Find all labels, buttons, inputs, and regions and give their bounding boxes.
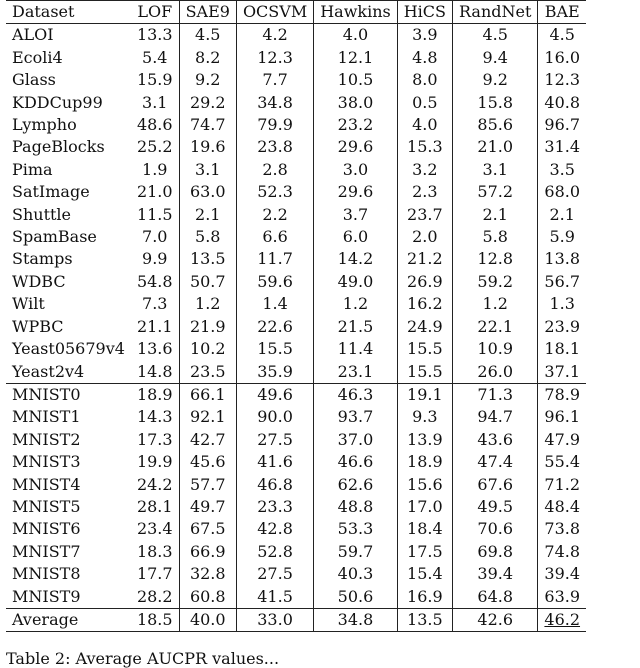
table-row xyxy=(6,474,586,496)
table-row xyxy=(6,136,586,158)
table-row xyxy=(6,248,586,270)
table-row xyxy=(6,518,586,540)
cell-value: 15.5 xyxy=(236,338,313,360)
cell-value-underlined: 46.2 xyxy=(544,609,581,629)
table-caption: Table 2: Average AUCPR values... xyxy=(6,649,280,668)
dataset-name: MNIST9 xyxy=(12,586,81,606)
column-header: RandNet xyxy=(453,1,538,24)
table-row xyxy=(6,181,586,203)
column-header: Hawkins xyxy=(314,1,398,24)
cell-value: 17.0 xyxy=(397,496,452,518)
cell-value: 73.8 xyxy=(538,518,586,540)
dataset-name: Yeast05679v4 xyxy=(12,339,125,359)
cell-value: 1.2 xyxy=(314,293,398,315)
cell-value: 3.2 xyxy=(397,159,452,181)
cell-value: 29.6 xyxy=(314,181,398,203)
cell-value: 59.6 xyxy=(236,271,313,293)
cell-value: 25.2 xyxy=(136,137,173,157)
cell-value: 23.3 xyxy=(236,496,313,518)
cell-value: 1.4 xyxy=(236,293,313,315)
cell-value: 8.2 xyxy=(179,47,236,69)
cell-value: 19.9 xyxy=(136,452,173,472)
cell-value: 18.1 xyxy=(538,338,586,360)
table-row xyxy=(6,541,586,563)
table-row xyxy=(6,406,586,428)
cell-value: 4.2 xyxy=(236,24,313,47)
results-table xyxy=(6,0,586,632)
cell-value: 3.9 xyxy=(397,24,452,47)
cell-value xyxy=(538,608,586,631)
cell-value: 4.0 xyxy=(314,24,398,47)
cell-value: 29.6 xyxy=(314,136,398,158)
dataset-name: MNIST7 xyxy=(12,541,81,561)
cell-value: 18.9 xyxy=(131,383,179,406)
cell-value: 16.2 xyxy=(397,293,452,315)
cell-value: 7.0 xyxy=(142,227,168,247)
cell-value: 2.1 xyxy=(453,204,538,226)
dataset-name: ALOI xyxy=(12,25,54,45)
cell-value: 40.8 xyxy=(538,92,586,114)
cell-value: 27.5 xyxy=(236,563,313,585)
cell-value: 12.3 xyxy=(538,69,586,91)
table-row xyxy=(6,69,586,91)
dataset-name: MNIST2 xyxy=(12,429,81,449)
cell-value: 19.6 xyxy=(179,136,236,158)
cell-value: 42.8 xyxy=(236,518,313,540)
table-row xyxy=(6,114,586,136)
cell-value: 11.4 xyxy=(314,338,398,360)
cell-value: 17.3 xyxy=(136,429,173,449)
cell-value: 21.5 xyxy=(314,316,398,338)
cell-value: 13.5 xyxy=(179,248,236,270)
cell-value: 4.5 xyxy=(453,24,538,47)
cell-value: 26.0 xyxy=(453,361,538,384)
table-row xyxy=(6,204,586,226)
cell-value: 92.1 xyxy=(179,406,236,428)
cell-value: 13.6 xyxy=(136,339,173,359)
cell-value: 55.4 xyxy=(538,451,586,473)
cell-value: 69.8 xyxy=(453,541,538,563)
cell-value: 14.2 xyxy=(314,248,398,270)
cell-value: 9.3 xyxy=(397,406,452,428)
cell-value: 59.2 xyxy=(453,271,538,293)
cell-value: 23.5 xyxy=(179,361,236,384)
table-row xyxy=(6,383,586,406)
dataset-name: WDBC xyxy=(12,271,66,291)
cell-value: 17.7 xyxy=(136,564,173,584)
dataset-name: Shuttle xyxy=(12,204,72,224)
cell-value: 18.3 xyxy=(136,541,173,561)
cell-value: 32.8 xyxy=(179,563,236,585)
cell-value: 2.1 xyxy=(538,204,586,226)
column-header: OCSVM xyxy=(236,1,313,24)
cell-value: 15.6 xyxy=(397,474,452,496)
cell-value: 52.8 xyxy=(236,541,313,563)
cell-value: 3.0 xyxy=(314,159,398,181)
table-row xyxy=(6,159,586,181)
cell-value: 5.9 xyxy=(538,226,586,248)
cell-value: 66.9 xyxy=(179,541,236,563)
cell-value: 28.1 xyxy=(136,496,173,516)
column-header: BAE xyxy=(538,1,586,24)
cell-value: 39.4 xyxy=(538,563,586,585)
column-header: LOF xyxy=(131,1,179,24)
cell-value: 2.2 xyxy=(236,204,313,226)
cell-value: 10.9 xyxy=(453,338,538,360)
cell-value: 3.1 xyxy=(179,159,236,181)
cell-value: 16.0 xyxy=(538,47,586,69)
table-row xyxy=(6,586,586,609)
cell-value: 71.2 xyxy=(538,474,586,496)
dataset-name: Lympho xyxy=(12,115,77,135)
cell-value: 5.4 xyxy=(142,47,168,67)
table-row xyxy=(6,47,586,69)
cell-value: 7.7 xyxy=(236,69,313,91)
cell-value: 60.8 xyxy=(179,586,236,609)
dataset-name: Stamps xyxy=(12,249,73,269)
cell-value: 21.2 xyxy=(397,248,452,270)
dataset-name: SpamBase xyxy=(12,227,97,247)
cell-value: 59.7 xyxy=(314,541,398,563)
cell-value: 17.5 xyxy=(397,541,452,563)
cell-value: 22.6 xyxy=(236,316,313,338)
cell-value: 48.6 xyxy=(136,115,173,135)
cell-value: 48.8 xyxy=(314,496,398,518)
cell-value: 96.1 xyxy=(538,406,586,428)
cell-value: 8.0 xyxy=(397,69,452,91)
cell-value: 27.5 xyxy=(236,429,313,451)
cell-value: 39.4 xyxy=(453,563,538,585)
dataset-name: KDDCup99 xyxy=(12,92,103,112)
cell-value: 7.3 xyxy=(142,294,168,314)
cell-value: 5.8 xyxy=(453,226,538,248)
cell-value: 10.2 xyxy=(179,338,236,360)
cell-value: 3.7 xyxy=(314,204,398,226)
cell-value: 53.3 xyxy=(314,518,398,540)
cell-value: 23.1 xyxy=(314,361,398,384)
cell-value: 1.9 xyxy=(142,159,168,179)
header-row xyxy=(6,1,586,24)
cell-value: 35.9 xyxy=(236,361,313,384)
cell-value: 90.0 xyxy=(236,406,313,428)
cell-value: 45.6 xyxy=(179,451,236,473)
cell-value: 96.7 xyxy=(538,114,586,136)
dataset-name: MNIST4 xyxy=(12,474,81,494)
dataset-name: WPBC xyxy=(12,316,64,336)
cell-value: 78.9 xyxy=(538,383,586,406)
table-row xyxy=(6,429,586,451)
dataset-name: PageBlocks xyxy=(12,137,105,157)
cell-value: 4.0 xyxy=(397,114,452,136)
cell-value: 31.4 xyxy=(538,136,586,158)
cell-value: 74.7 xyxy=(179,114,236,136)
table-row xyxy=(6,608,586,631)
cell-value: 49.5 xyxy=(453,496,538,518)
cell-value: 67.6 xyxy=(453,474,538,496)
dataset-name: Ecoli4 xyxy=(12,47,63,67)
cell-value: 12.8 xyxy=(453,248,538,270)
cell-value: 21.9 xyxy=(179,316,236,338)
cell-value: 1.2 xyxy=(179,293,236,315)
cell-value: 46.3 xyxy=(314,383,398,406)
cell-value: 1.2 xyxy=(453,293,538,315)
cell-value: 11.5 xyxy=(136,204,173,224)
cell-value: 4.5 xyxy=(538,24,586,47)
table-row xyxy=(6,451,586,473)
dataset-name: SatImage xyxy=(12,182,90,202)
table-row xyxy=(6,293,586,315)
dataset-name: MNIST5 xyxy=(12,496,81,516)
cell-value: 38.0 xyxy=(314,92,398,114)
cell-value: 54.8 xyxy=(136,271,173,291)
cell-value: 13.8 xyxy=(538,248,586,270)
cell-value: 50.6 xyxy=(314,586,398,609)
cell-value: 93.7 xyxy=(314,406,398,428)
cell-value: 15.3 xyxy=(397,136,452,158)
cell-value: 46.6 xyxy=(314,451,398,473)
cell-value: 49.0 xyxy=(314,271,398,293)
dataset-name: Wilt xyxy=(12,294,45,314)
cell-value: 41.5 xyxy=(236,586,313,609)
table-row xyxy=(6,316,586,338)
cell-value: 0.5 xyxy=(397,92,452,114)
cell-value: 85.6 xyxy=(453,114,538,136)
cell-value: 23.8 xyxy=(236,136,313,158)
cell-value: 15.4 xyxy=(397,563,452,585)
table-row xyxy=(6,563,586,585)
cell-value: 46.8 xyxy=(236,474,313,496)
cell-value: 1.3 xyxy=(538,293,586,315)
table-row xyxy=(6,271,586,293)
cell-value: 37.1 xyxy=(538,361,586,384)
dataset-name: MNIST6 xyxy=(12,519,81,539)
table-row xyxy=(6,496,586,518)
table-row xyxy=(6,24,586,47)
cell-value: 64.8 xyxy=(453,586,538,609)
column-header: SAE9 xyxy=(179,1,236,24)
cell-value: 3.1 xyxy=(142,92,168,112)
cell-value: 68.0 xyxy=(538,181,586,203)
cell-value: 11.7 xyxy=(236,248,313,270)
cell-value: 18.4 xyxy=(397,518,452,540)
cell-value: 23.7 xyxy=(397,204,452,226)
cell-value: 15.9 xyxy=(136,70,173,90)
cell-value: 49.6 xyxy=(236,383,313,406)
cell-value: 50.7 xyxy=(179,271,236,293)
cell-value: 28.2 xyxy=(136,586,173,606)
cell-value: 13.9 xyxy=(397,429,452,451)
dataset-name: Yeast2v4 xyxy=(12,361,85,381)
cell-value: 21.0 xyxy=(136,182,173,202)
cell-value: 67.5 xyxy=(179,518,236,540)
cell-value: 21.1 xyxy=(136,316,173,336)
cell-value: 43.6 xyxy=(453,429,538,451)
cell-value: 9.2 xyxy=(179,69,236,91)
cell-value: 40.3 xyxy=(314,563,398,585)
cell-value: 4.5 xyxy=(179,24,236,47)
cell-value: 29.2 xyxy=(179,92,236,114)
cell-value: 14.8 xyxy=(136,361,173,381)
cell-value: 70.6 xyxy=(453,518,538,540)
cell-value: 33.0 xyxy=(236,608,313,631)
dataset-name: Pima xyxy=(12,159,53,179)
table-row xyxy=(6,338,586,360)
column-header: HiCS xyxy=(397,1,452,24)
cell-value: 19.1 xyxy=(397,383,452,406)
cell-value: 4.8 xyxy=(397,47,452,69)
cell-value: 18.5 xyxy=(131,608,179,631)
cell-value: 2.8 xyxy=(236,159,313,181)
cell-value: 24.9 xyxy=(397,316,452,338)
cell-value: 2.3 xyxy=(397,181,452,203)
cell-value: 9.2 xyxy=(453,69,538,91)
cell-value: 71.3 xyxy=(453,383,538,406)
dataset-name: Glass xyxy=(12,70,56,90)
cell-value: 13.5 xyxy=(397,608,452,631)
cell-value: 18.9 xyxy=(397,451,452,473)
cell-value: 42.6 xyxy=(453,608,538,631)
cell-value: 63.9 xyxy=(538,586,586,609)
cell-value: 49.7 xyxy=(179,496,236,518)
cell-value: 94.7 xyxy=(453,406,538,428)
dataset-name: MNIST3 xyxy=(12,452,81,472)
cell-value: 9.9 xyxy=(142,249,168,269)
cell-value: 23.2 xyxy=(314,114,398,136)
cell-value: 13.3 xyxy=(136,25,173,45)
cell-value: 23.9 xyxy=(538,316,586,338)
table-row xyxy=(6,226,586,248)
cell-value: 10.5 xyxy=(314,69,398,91)
cell-value: 41.6 xyxy=(236,451,313,473)
cell-value: 57.7 xyxy=(179,474,236,496)
cell-value: 34.8 xyxy=(236,92,313,114)
cell-value: 14.3 xyxy=(136,407,173,427)
cell-value: 3.1 xyxy=(453,159,538,181)
cell-value: 34.8 xyxy=(314,608,398,631)
dataset-name: MNIST0 xyxy=(6,383,131,406)
cell-value: 22.1 xyxy=(453,316,538,338)
cell-value: 5.8 xyxy=(179,226,236,248)
cell-value: 2.1 xyxy=(179,204,236,226)
cell-value: 52.3 xyxy=(236,181,313,203)
cell-value: 21.0 xyxy=(453,136,538,158)
cell-value: 48.4 xyxy=(538,496,586,518)
cell-value: 74.8 xyxy=(538,541,586,563)
table-row xyxy=(6,361,586,384)
cell-value: 6.6 xyxy=(236,226,313,248)
cell-value: 42.7 xyxy=(179,429,236,451)
column-header: Dataset xyxy=(6,1,131,24)
cell-value: 57.2 xyxy=(453,181,538,203)
cell-value: 15.5 xyxy=(397,361,452,384)
cell-value: 62.6 xyxy=(314,474,398,496)
cell-value: 24.2 xyxy=(136,474,173,494)
cell-value: 63.0 xyxy=(179,181,236,203)
cell-value: 37.0 xyxy=(314,429,398,451)
cell-value: 56.7 xyxy=(538,271,586,293)
cell-value: 23.4 xyxy=(136,519,173,539)
cell-value: 16.9 xyxy=(397,586,452,609)
dataset-name: MNIST1 xyxy=(12,407,81,427)
cell-value: 3.5 xyxy=(538,159,586,181)
table-row xyxy=(6,92,586,114)
cell-value: 66.1 xyxy=(179,383,236,406)
cell-value: 2.0 xyxy=(397,226,452,248)
cell-value: 47.9 xyxy=(538,429,586,451)
cell-value: 12.3 xyxy=(236,47,313,69)
cell-value: 79.9 xyxy=(236,114,313,136)
dataset-name: MNIST8 xyxy=(12,564,81,584)
cell-value: 6.0 xyxy=(314,226,398,248)
cell-value: 15.8 xyxy=(453,92,538,114)
cell-value: 40.0 xyxy=(179,608,236,631)
cell-value: 9.4 xyxy=(453,47,538,69)
dataset-name: Average xyxy=(6,608,131,631)
cell-value: 47.4 xyxy=(453,451,538,473)
cell-value: 15.5 xyxy=(397,338,452,360)
cell-value: 26.9 xyxy=(397,271,452,293)
cell-value: 12.1 xyxy=(314,47,398,69)
